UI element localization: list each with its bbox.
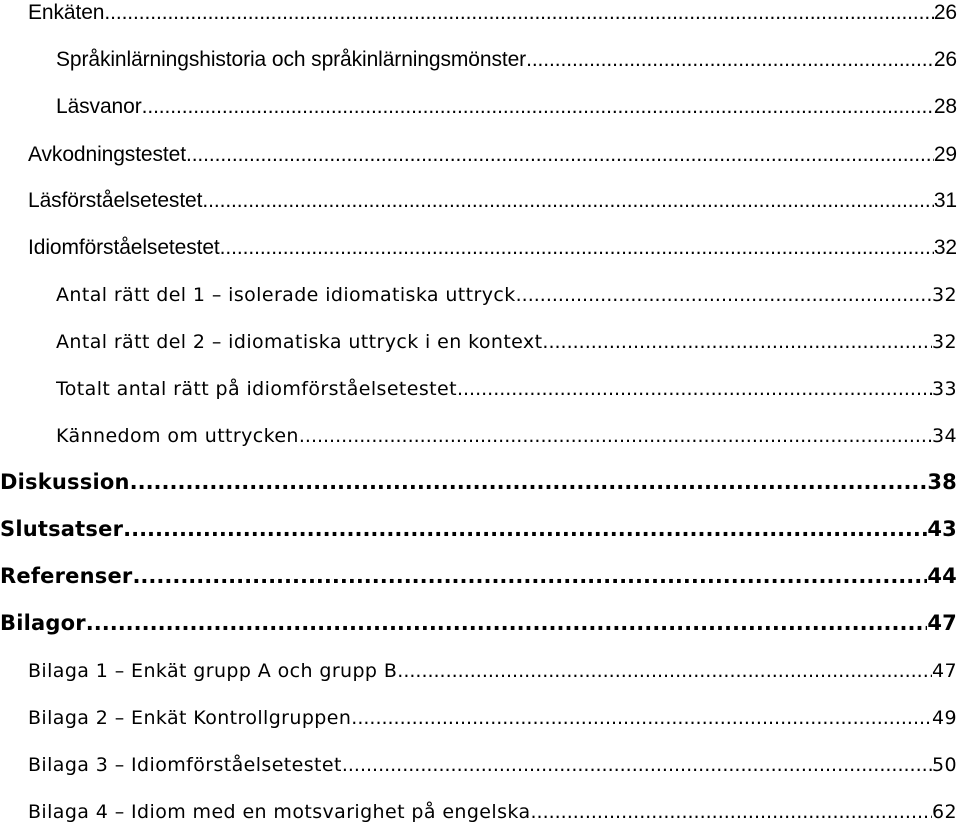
toc-entry-page: 49 — [932, 707, 957, 729]
toc-entry — [56, 425, 957, 447]
toc-entry-page: 43 — [927, 517, 957, 541]
toc-entry — [56, 378, 957, 400]
toc-entry-page: 32 — [933, 236, 957, 259]
toc-leader-dots — [351, 707, 932, 729]
toc-entry-title: Bilaga 1 – Enkät grupp A och grupp B — [28, 660, 398, 682]
toc-leader-dots — [542, 331, 932, 353]
toc-leader-dots — [123, 517, 927, 541]
toc-entry — [56, 48, 957, 72]
toc-entry-title: Kännedom om uttrycken — [56, 425, 299, 447]
toc-entry — [28, 143, 957, 167]
toc-leader-dots — [530, 801, 932, 823]
toc-leader-dots — [104, 1, 933, 25]
toc-entry-title: Bilaga 2 – Enkät Kontrollgruppen — [28, 707, 352, 729]
toc-entry-title: Antal rätt del 2 – idiomatiska uttryck i en kontext — [56, 331, 543, 353]
toc-leader-dots — [516, 284, 932, 306]
toc-entry-title: Läsförståelsetestet — [28, 189, 203, 212]
toc-leader-dots — [132, 564, 927, 588]
toc-leader-dots — [86, 611, 928, 635]
toc-entry-title: Idiomförståelsetestet — [28, 236, 220, 259]
toc-entry-title: Bilaga 4 – Idiom med en motsvarighet på engelska — [28, 801, 531, 823]
toc-entry — [28, 801, 957, 823]
toc-entry — [28, 1, 957, 25]
toc-entry-title: Bilagor — [0, 611, 86, 635]
toc-entry-page: 29 — [933, 143, 957, 166]
toc-entry-title: Slutsatser — [0, 517, 124, 541]
toc-entry-page: 47 — [932, 660, 957, 682]
toc-entry — [0, 517, 957, 541]
toc-entry — [0, 470, 957, 494]
toc-entry-page: 38 — [927, 470, 957, 494]
toc-entry-page: 44 — [927, 564, 957, 588]
toc-leader-dots — [130, 470, 928, 494]
toc-entry — [28, 189, 957, 213]
toc-entry — [56, 284, 957, 306]
toc-entry-title: Diskussion — [0, 470, 130, 494]
toc-entry-page: 33 — [932, 378, 957, 400]
toc-leader-dots — [299, 425, 932, 447]
toc-entry-page: 50 — [932, 754, 957, 776]
toc-entry-page: 32 — [932, 331, 957, 353]
toc-entry — [56, 331, 957, 353]
toc-entry — [28, 660, 957, 682]
toc-leader-dots — [220, 236, 934, 260]
toc-entry-page: 32 — [932, 284, 957, 306]
toc-entry — [28, 707, 957, 729]
toc-leader-dots — [526, 48, 934, 72]
toc-entry-page: 47 — [927, 611, 957, 635]
toc-entry-title: Bilaga 3 – Idiomförståelsetestet — [28, 754, 342, 776]
toc-entry-title: Avkodningstestet — [28, 143, 186, 166]
toc-entry — [56, 95, 957, 119]
toc-entry-title: Språkinlärningshistoria och språkinlärningsmönster — [56, 48, 527, 71]
toc-entry — [0, 564, 957, 588]
toc-leader-dots — [457, 378, 932, 400]
toc-entry — [0, 611, 957, 635]
toc-entry — [28, 754, 957, 776]
toc-entry-page: 34 — [932, 425, 957, 447]
toc-leader-dots — [142, 95, 934, 119]
toc-entry-title: Referenser — [0, 564, 133, 588]
toc-entry-page: 62 — [932, 801, 957, 823]
toc-entry-page: 26 — [933, 1, 957, 24]
toc-leader-dots — [397, 660, 932, 682]
toc-leader-dots — [342, 754, 932, 776]
toc-entry-page: 28 — [933, 95, 957, 118]
toc-entry-title: Enkäten — [28, 1, 105, 24]
toc-leader-dots — [202, 189, 933, 213]
toc-entry-page: 31 — [933, 189, 957, 212]
toc-entry-page: 26 — [933, 48, 957, 71]
toc-entry-title: Läsvanor — [56, 95, 142, 118]
toc-leader-dots — [186, 143, 934, 167]
toc-entry-title: Totalt antal rätt på idiomförståelsetestet — [56, 378, 457, 400]
toc-entry-title: Antal rätt del 1 – isolerade idiomatiska uttryck — [56, 284, 516, 306]
toc-entry — [28, 236, 957, 260]
